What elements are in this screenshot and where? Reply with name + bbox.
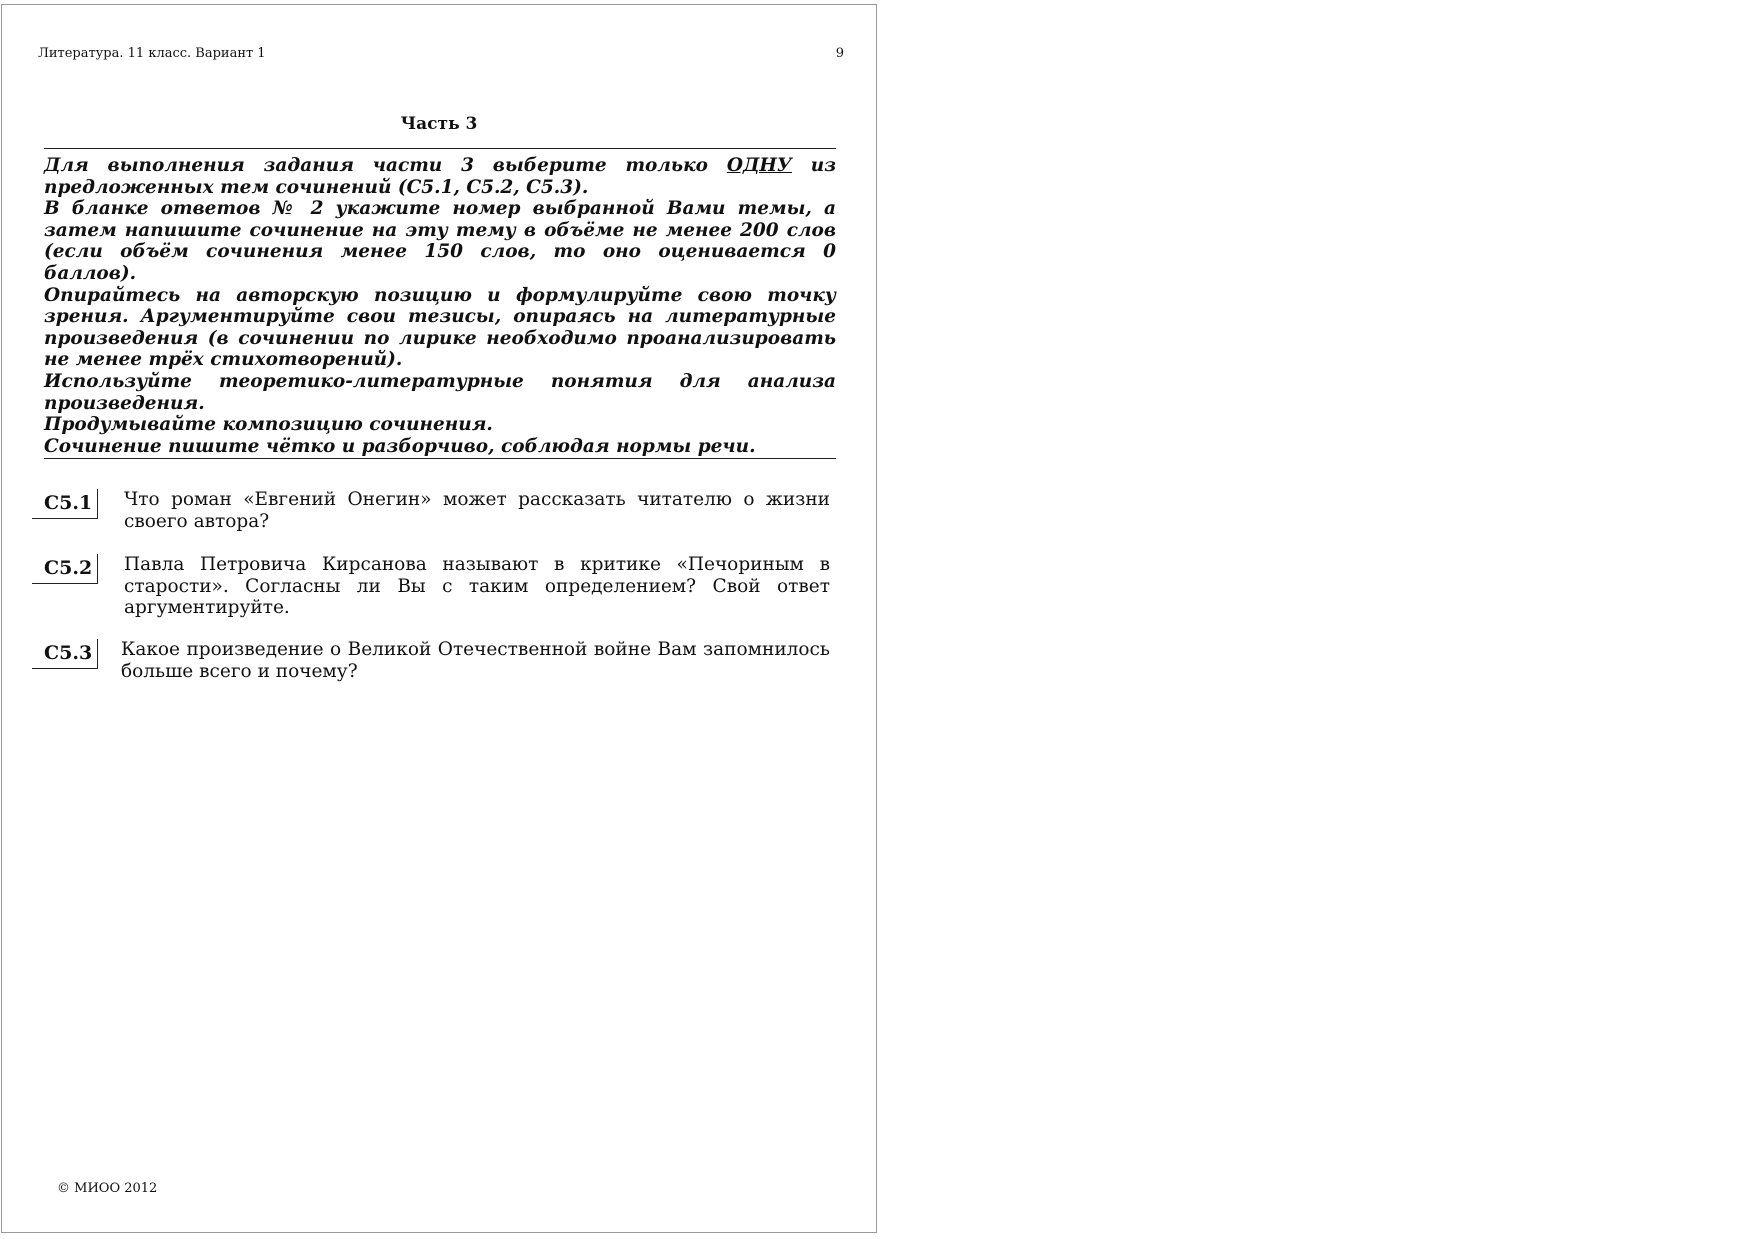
instruction-text: из предложенных тем сочинений (С5.1, С5.2, С5.3). xyxy=(44,155,837,198)
instruction-answer-form: В бланке ответов № 2 укажите номер выбранной Вами темы, а затем напишите сочинение на эту тему в объёме не менее 200 слов (если объём сочинения менее 150 слов, то оно оценивается 0 баллов). xyxy=(44,198,836,284)
running-header xyxy=(38,46,844,62)
task-text: Павла Петровича Кирсанова называют в критике «Печориным в старости». Согласны ли Вы с таким определением? Свой ответ аргументируйте. xyxy=(124,554,830,619)
instruction-text: Для выполнения задания части 3 выберите только xyxy=(44,155,727,176)
instruction-write-clearly: Сочинение пишите чётко и разборчиво, соблюдая нормы речи. xyxy=(44,435,756,457)
instructions-box xyxy=(44,148,836,459)
part-title: Часть 3 xyxy=(400,114,478,134)
page-number: 9 xyxy=(835,46,844,61)
task-code: С5.2 xyxy=(32,554,98,584)
task-text: Какое произведение о Великой Отечественной войне Вам запомнилось больше всего и почему? xyxy=(121,639,830,682)
instruction-theory-terms: Используйте теоретико-литературные понятия для анализа произведения. xyxy=(44,370,836,414)
emphasis-one: ОДНУ xyxy=(726,155,792,176)
document-title: Литература. 11 класс. Вариант 1 xyxy=(38,46,266,61)
instruction-author-position: Опирайтесь на авторскую позицию и формулируйте свою точку зрения. Аргументируйте свои тезисы, опираясь на литературные произведения (в сочинении по лирике необходимо проанализировать не менее трёх стихотворений). xyxy=(44,284,836,371)
instruction-choose-topic xyxy=(44,155,836,198)
task-code: С5.3 xyxy=(32,639,98,669)
task-text: Что роман «Евгений Онегин» может рассказать читателю о жизни своего автора? xyxy=(124,489,830,532)
instruction-composition: Продумывайте композицию сочинения. xyxy=(44,414,493,436)
task-code: С5.1 xyxy=(32,489,98,519)
document-page xyxy=(1,4,877,1233)
copyright-footer: © МИОО 2012 xyxy=(57,1181,158,1196)
